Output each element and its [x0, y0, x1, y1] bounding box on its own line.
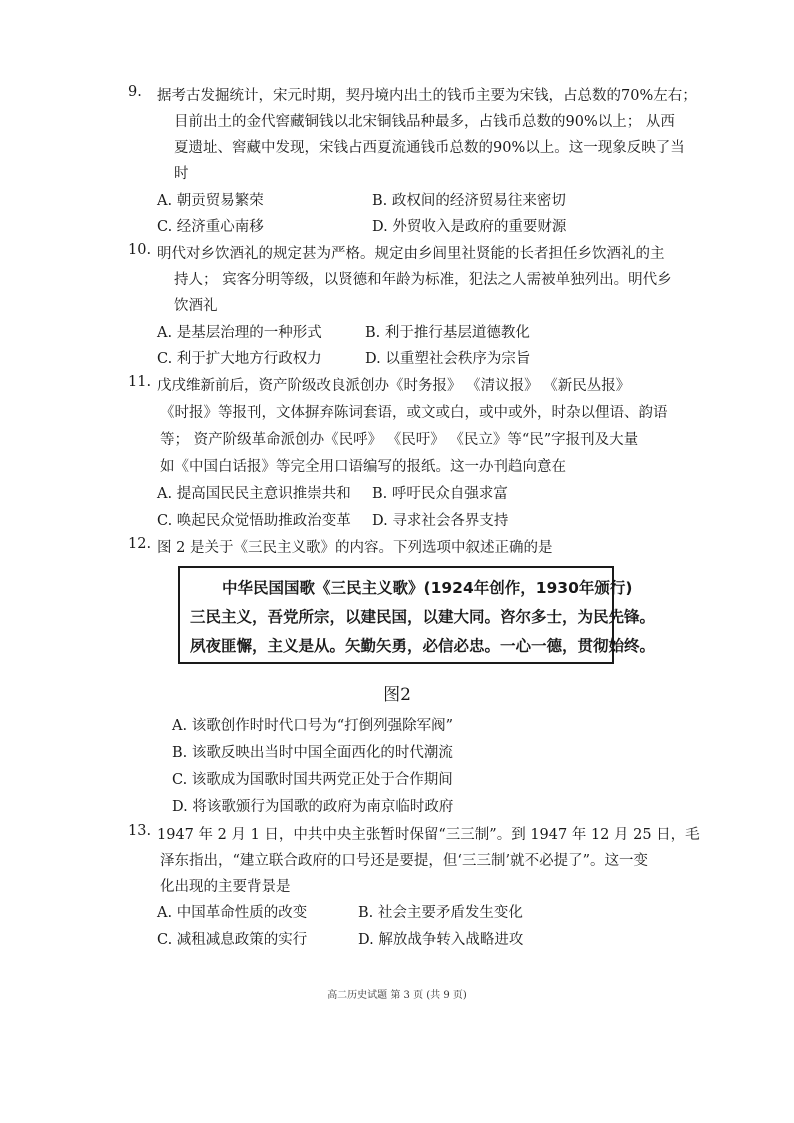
figure-lyric-line: 三民主义，吾党所宗，以建民国，以建大同。咨尔多士，为民先锋。 [190, 608, 656, 626]
question-text-line: 等； 资产阶级革命派创办《民呼》 《民吁》 《民立》等“民”字报刊及大量 [160, 432, 639, 448]
option-a[interactable]: A. 是基层治理的一种形式 [157, 325, 322, 341]
question-text-line: 1947 年 2 月 1 日，中共中央主张暂时保留“三三制”。到 1947 年 12 月 25 日，毛 [157, 827, 700, 843]
option-b[interactable]: B. 呼吁民众自强求富 [372, 486, 508, 502]
question-text-line: 持人； 宾客分明等级，以贤德和年龄为标准，犯法之人需被单独列出。明代乡 [174, 272, 672, 288]
option-a[interactable]: A. 提高国民民主意识推崇共和 [157, 486, 351, 502]
option-a[interactable]: A. 中国革命性质的改变 [157, 905, 308, 921]
question-text-line: 图 2 是关于《三民主义歌》的内容。下列选项中叙述正确的是 [157, 540, 553, 556]
option-d[interactable]: D. 以重塑社会秩序为宗旨 [365, 351, 531, 367]
option-a[interactable]: A. 朝贡贸易繁荣 [157, 193, 264, 209]
option-d[interactable]: D. 寻求社会各界支持 [372, 513, 509, 529]
option-a[interactable]: A. 该歌创作时时代口号为“打倒列强除军阀” [172, 718, 454, 734]
option-b[interactable]: B. 该歌反映出当时中国全面西化的时代潮流 [172, 745, 453, 761]
option-b[interactable]: B. 社会主要矛盾发生变化 [358, 905, 523, 921]
option-b[interactable]: B. 利于推行基层道德教化 [365, 325, 530, 341]
option-c[interactable]: C. 减租减息政策的实行 [157, 932, 308, 948]
anthem-figure-box [178, 566, 656, 664]
option-d[interactable]: D. 将该歌颁行为国歌的政府为南京临时政府 [172, 799, 454, 815]
question-number: 9. [128, 84, 142, 100]
option-c[interactable]: C. 经济重心南移 [157, 219, 264, 235]
question-number: 10. [128, 242, 152, 258]
figure-title: 中华民国国歌《三民主义歌》(1924年创作，1930年颁行) [222, 579, 633, 597]
option-c[interactable]: C. 唤起民众觉悟助推政治变革 [157, 513, 351, 529]
question-number: 12. [128, 536, 152, 552]
question-text-line: 戊戌维新前后，资产阶级改良派创办《时务报》 《清议报》 《新民丛报》 [157, 378, 631, 394]
question-text-line: 目前出土的金代窖藏铜钱以北宋铜钱品种最多，占钱币总数的90%以上； 从西 [174, 114, 675, 130]
question-text-line: 据考古发掘统计，宋元时期，契丹境内出土的钱币主要为宋钱，占总数的70%左右； [157, 88, 697, 104]
question-text-line: 《时报》等报刊，文体摒弃陈词套语，或文或白，或中或外，时杂以俚语、韵语 [160, 405, 668, 421]
figure-caption: 图2 [383, 685, 411, 705]
question-number: 13. [128, 823, 152, 839]
option-b[interactable]: B. 政权间的经济贸易往来密切 [372, 193, 566, 209]
option-c[interactable]: C. 该歌成为国歌时国共两党正处于合作期间 [172, 772, 453, 788]
question-text-line: 夏遗址、窖藏中发现，宋钱占西夏流通钱币总数的90%以上。这一现象反映了当 [174, 140, 685, 156]
question-number: 11. [128, 374, 152, 390]
page-footer: 高二历史试题 第 3 页 (共 9 页) [327, 990, 467, 1001]
option-d[interactable]: D. 外贸收入是政府的重要财源 [372, 219, 567, 235]
option-c[interactable]: C. 利于扩大地方行政权力 [157, 351, 322, 367]
question-text-line: 化出现的主要背景是 [160, 879, 291, 895]
question-text-line: 时 [174, 166, 189, 182]
figure-lyric-line: 夙夜匪懈，主义是从。矢勤矢勇，必信必忠。一心一德，贯彻始终。 [190, 637, 656, 655]
question-text-line: 饮酒礼 [174, 298, 218, 314]
question-text-line: 明代对乡饮酒礼的规定甚为严格。规定由乡闾里社贤能的长者担任乡饮酒礼的主 [157, 246, 665, 262]
option-d[interactable]: D. 解放战争转入战略进攻 [358, 932, 524, 948]
question-text-line: 泽东指出，“建立联合政府的口号还是要提，但‘三三制’就不必提了”。这一变 [160, 853, 649, 869]
question-text-line: 如《中国白话报》等完全用口语编写的报纸。这一办刊趋向意在 [160, 459, 566, 475]
